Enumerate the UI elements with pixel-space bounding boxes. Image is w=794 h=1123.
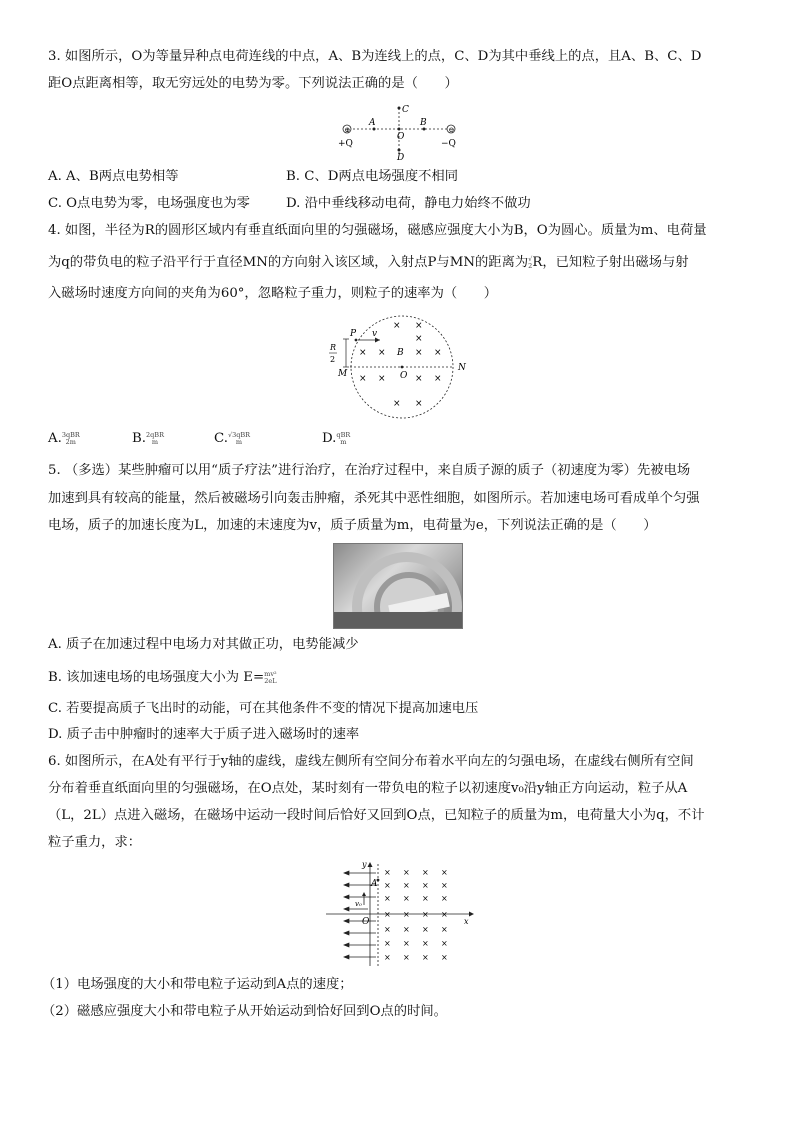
q4-option-a-fraction: 3qBR 2m — [61, 430, 80, 446]
field-cross-icon: × — [378, 348, 386, 358]
q6-stem-line4: 粒子重力，求： — [48, 835, 142, 850]
field-cross-icon: × — [384, 925, 391, 934]
q4-option-d — [322, 430, 350, 448]
q3-label-a: A — [369, 118, 376, 128]
q3-stem-line1: 3. 如图所示，O为等量异种点电荷连线的中点，A、B为连线上的点，C、D为其中垂线上的点，且A、B、C、D — [48, 49, 702, 64]
q3-option-d: D. 沿中垂线移动电荷，静电力始终不做功 — [286, 196, 531, 211]
field-cross-icon: × — [441, 925, 448, 934]
q4-option-a-label: A. — [48, 431, 62, 446]
q4-label-v: v — [372, 329, 378, 339]
q4-label-two: 2 — [330, 355, 336, 364]
q4-label-r: R — [330, 343, 337, 352]
field-cross-icon: × — [434, 348, 442, 358]
q6-stem-line1: 6. 如图所示，在A处有平行于y轴的虚线，虚线左侧所有空间分布着水平向左的匀强电场，在虚线右侧所有空间 — [48, 754, 694, 769]
initial-velocity-arrow-icon — [362, 892, 366, 896]
field-cross-icon: × — [378, 374, 386, 384]
q3-label-o: O — [397, 132, 405, 142]
field-cross-icon: × — [422, 881, 429, 890]
q4-label-o: O — [400, 371, 408, 381]
field-cross-icon: × — [415, 321, 423, 331]
q6-stem-line2: 分布着垂直纸面向里的匀强磁场，在O点处，某时刻有一带负电的粒子以初速度v₀沿y轴正方向运动，粒子从A — [48, 781, 688, 796]
field-cross-icon: × — [359, 374, 367, 384]
q4-figure — [326, 312, 468, 420]
field-cross-icon: × — [384, 939, 391, 948]
q4-option-b-fraction: 2qBR m — [146, 430, 164, 446]
q4-stem-line3: 入磁场时速度方向间的夹角为60°，忽略粒子重力，则粒子的速率为（ ） — [48, 286, 498, 301]
q5-option-b-fraction: mv² 2eL — [264, 669, 277, 685]
q4-option-b — [132, 430, 164, 448]
field-cross-icon: × — [384, 894, 391, 903]
q6-label-v0: v₀ — [355, 900, 362, 908]
q4-label-b: B — [397, 348, 404, 358]
field-cross-icon: × — [403, 910, 410, 919]
q4-option-d-fraction: qBR m — [336, 430, 351, 446]
field-cross-icon: × — [441, 953, 448, 962]
q4-option-d-label: D. — [322, 431, 337, 446]
q5-option-b-label: B. 该加速电场的电场强度大小为 E= — [48, 670, 265, 685]
q6-label-y: y — [362, 860, 367, 869]
q5-stem-line2: 加速到具有较高的能量，然后被磁场引向轰击肿瘤，杀死其中恶性细胞，如图所示。若加速电场可看成单个匀强 — [48, 491, 700, 506]
proton-therapy-photo — [333, 543, 463, 629]
field-cross-icon: × — [441, 894, 448, 903]
q5-option-c: C. 若要提高质子飞出时的动能，可在其他条件不变的情况下提高加速电压 — [48, 701, 479, 716]
q5-option-d: D. 质子击中肿瘤时的速率大于质子进入磁场时的速率 — [48, 727, 360, 742]
q5-option-b — [48, 669, 277, 687]
field-cross-icon: × — [422, 939, 429, 948]
q6-subquestion-2: （2）磁感应强度大小和带电粒子从开始运动到恰好回到O点的时间。 — [42, 1004, 447, 1019]
q4-label-m: M — [338, 369, 348, 379]
field-cross-icon: × — [403, 881, 410, 890]
q4-stem-line1: 4. 如图，半径为R的圆形区域内有垂直纸面向里的匀强磁场，磁感应强度大小为B，O为圆心。质量为m、电荷量 — [48, 223, 707, 238]
field-cross-icon: × — [434, 374, 442, 384]
field-cross-icon: × — [415, 334, 423, 344]
field-cross-icon: × — [359, 348, 367, 358]
q6-label-x: x — [464, 917, 469, 926]
q6-figure — [322, 858, 478, 970]
field-cross-icon: × — [441, 868, 448, 877]
field-cross-icon: × — [415, 399, 423, 409]
q3-plus-glyph: ⊕ — [344, 126, 351, 134]
field-cross-icon: × — [441, 910, 448, 919]
q4-stem-line2-text: 为q的带负电的粒子沿平行于直径MN的方向射入该区域，入射点P与MN的距离为 — [48, 255, 529, 270]
q3-label-d: D — [397, 153, 405, 162]
field-cross-icon: × — [441, 881, 448, 890]
q3-figure — [335, 100, 465, 162]
q4-option-c-label: C. — [214, 431, 228, 446]
field-cross-icon: × — [403, 868, 410, 877]
field-cross-icon: × — [403, 953, 410, 962]
q4-stem-line2 — [48, 254, 689, 272]
field-cross-icon: × — [415, 374, 423, 384]
q3-label-plus-q: +Q — [338, 139, 353, 149]
field-cross-icon: × — [441, 939, 448, 948]
q6-subquestion-1: （1）电场强度的大小和带电粒子运动到A点的速度； — [42, 977, 353, 992]
q5-stem-line3: 电场，质子的加速长度为L，加速的末速度为v，质子质量为m，电荷量为e，下列说法正确的是（ ） — [48, 518, 657, 533]
field-cross-icon: × — [422, 868, 429, 877]
q5-stem-line1: 5. （多选）某些肿瘤可以用“质子疗法”进行治疗，在治疗过程中，来自质子源的质子（初速度为零）先被电场 — [48, 463, 691, 478]
q3-option-b: B. C、D两点电场强度不相同 — [286, 169, 459, 184]
field-cross-icon: × — [384, 953, 391, 962]
x-axis-arrow-icon — [469, 912, 474, 917]
q4-option-c-fraction: √3qBR m — [227, 430, 251, 446]
q3-label-minus-q: −Q — [441, 139, 456, 149]
q5-option-a: A. 质子在加速过程中电场力对其做正功，电势能减少 — [48, 637, 359, 652]
field-cross-icon: × — [403, 894, 410, 903]
q6-label-o: O — [362, 917, 370, 927]
field-cross-icon: × — [422, 925, 429, 934]
field-cross-icon: × — [422, 953, 429, 962]
q4-option-b-label: B. — [132, 431, 146, 446]
q3-minus-glyph: ⊖ — [448, 126, 455, 134]
q3-label-c: C — [402, 105, 409, 115]
q4-option-c — [214, 430, 250, 448]
q4-option-a — [48, 430, 80, 448]
y-axis-arrow-icon — [368, 862, 373, 867]
field-cross-icon: × — [384, 881, 391, 890]
q6-magnetic-field-crosses — [384, 868, 448, 962]
field-cross-icon: × — [403, 939, 410, 948]
q3-label-b: B — [420, 118, 427, 128]
field-cross-icon: × — [422, 910, 429, 919]
q3-option-a: A. A、B两点电势相等 — [48, 169, 179, 184]
q4-stem-fraction: √ 2 — [528, 254, 533, 270]
field-cross-icon: × — [393, 399, 401, 409]
q4-label-n: N — [458, 363, 466, 373]
field-cross-icon: × — [393, 321, 401, 331]
q6-stem-line3: （L，2L）点进入磁场，在磁场中运动一段时间后恰好又回到O点，已知粒子的质量为m，电荷量大小为q，不计 — [48, 808, 705, 823]
field-cross-icon: × — [384, 910, 391, 919]
q6-label-a: A — [371, 879, 378, 889]
field-cross-icon: × — [422, 894, 429, 903]
field-cross-icon: × — [384, 868, 391, 877]
field-cross-icon: × — [415, 348, 423, 358]
q4-stem-line2-rest: R，已知粒子射出磁场与射 — [532, 255, 689, 270]
q3-stem-line2: 距O点距离相等，取无穷远处的电势为零。下列说法正确的是（ ） — [48, 76, 458, 91]
q3-option-c: C. O点电势为零，电场强度也为零 — [48, 196, 250, 211]
field-cross-icon: × — [403, 925, 410, 934]
q4-label-p: P — [350, 329, 357, 339]
